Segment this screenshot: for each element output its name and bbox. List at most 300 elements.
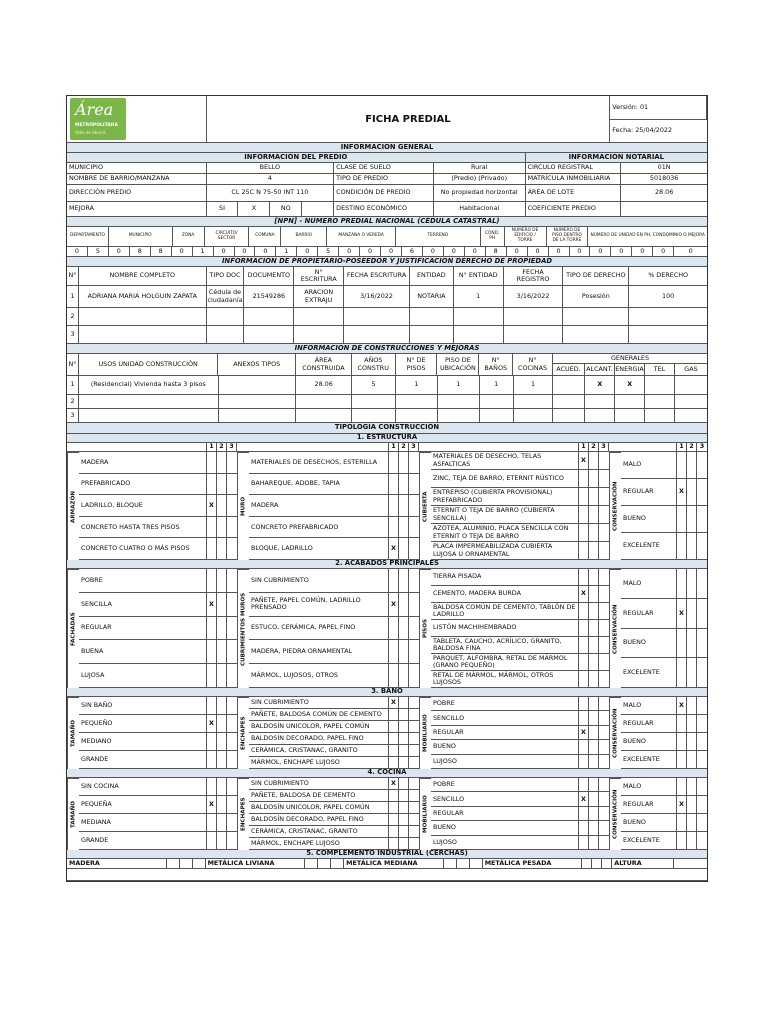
checklist-box bbox=[399, 569, 409, 593]
checklist-item: LUJOSO bbox=[431, 755, 579, 769]
checklist-row bbox=[621, 715, 707, 733]
checklist-item: LUJOSO bbox=[431, 836, 579, 850]
checklist-mark bbox=[207, 569, 217, 593]
checklist-box bbox=[599, 671, 609, 688]
propietario-cell bbox=[79, 326, 207, 344]
checklist-mark bbox=[389, 617, 399, 641]
checklist-box bbox=[227, 664, 237, 688]
checklist-box bbox=[697, 599, 707, 629]
construcciones-cell bbox=[553, 395, 585, 409]
complemento-box bbox=[193, 859, 206, 869]
checklist-item: LISTÓN MACHIHEMBRADO bbox=[431, 620, 579, 637]
ficha-predial-form bbox=[66, 95, 708, 882]
construcciones-cell bbox=[675, 376, 707, 395]
checklist-mark bbox=[207, 778, 217, 796]
checklist-box bbox=[589, 755, 599, 769]
checklist-box bbox=[697, 629, 707, 659]
propietario-cell bbox=[454, 326, 504, 344]
checklist-row bbox=[79, 495, 237, 517]
checklist-row bbox=[79, 640, 237, 664]
construcciones-row bbox=[66, 409, 708, 423]
propietario-header-cell: N° ENTIDAD bbox=[454, 267, 504, 286]
construcciones-cell bbox=[352, 409, 396, 423]
checklist-row bbox=[249, 474, 419, 496]
npn-digit: 0 bbox=[67, 247, 88, 257]
checklist-mark bbox=[579, 488, 589, 506]
matricula-value: 5018036 bbox=[621, 174, 707, 185]
checklist-mark bbox=[389, 452, 399, 474]
checklist-mark bbox=[677, 569, 687, 599]
checklist-box bbox=[687, 832, 697, 850]
checklist-box bbox=[599, 654, 609, 671]
complemento-box bbox=[180, 859, 193, 869]
checklist-item: MEDIANA bbox=[79, 814, 207, 832]
checklist-mark bbox=[207, 538, 217, 560]
construcciones-cell bbox=[514, 409, 554, 423]
destino-label: DESTINO ECONÓMICO bbox=[334, 202, 434, 217]
bano-group-items bbox=[621, 697, 707, 769]
section-predio: INFORMACIÓN DEL PREDIO bbox=[67, 153, 526, 163]
checklist-item: PAÑETE, BALDOSA DE CEMENTO bbox=[249, 790, 389, 802]
checklist-row bbox=[431, 603, 609, 620]
propietario-header-row bbox=[66, 267, 708, 286]
checklist-box bbox=[409, 617, 419, 641]
construcciones-cell bbox=[396, 395, 438, 409]
checklist-box bbox=[409, 802, 419, 814]
construcciones-cell bbox=[645, 409, 675, 423]
propietario-cell bbox=[454, 308, 504, 326]
checklist-box bbox=[227, 733, 237, 751]
checklist-mark bbox=[579, 524, 589, 542]
checklist-box bbox=[589, 506, 599, 524]
checklist-box bbox=[589, 603, 599, 620]
checklist-item: MALO bbox=[621, 697, 677, 715]
barrio-value: 4 bbox=[207, 174, 335, 185]
checklist-item: MALO bbox=[621, 569, 677, 599]
checklist-box bbox=[697, 715, 707, 733]
bano-group-items bbox=[79, 697, 237, 769]
checklist-box bbox=[399, 640, 409, 664]
npn-digit: 5 bbox=[318, 247, 339, 257]
checklist-box bbox=[599, 792, 609, 806]
checklist-box bbox=[409, 495, 419, 517]
complemento-empty bbox=[674, 859, 707, 869]
npn-digit: 0 bbox=[570, 247, 591, 257]
checklist-box bbox=[217, 697, 227, 715]
checklist-item: BUENO bbox=[621, 629, 677, 659]
checklist-box bbox=[589, 671, 599, 688]
checklist-box bbox=[399, 790, 409, 802]
checklist-box bbox=[409, 733, 419, 745]
column-number: 2 bbox=[399, 443, 409, 452]
checklist-item: BUENO bbox=[621, 506, 677, 533]
checklist-box bbox=[697, 778, 707, 796]
construcciones-cell bbox=[553, 409, 585, 423]
estructura-group-items bbox=[431, 452, 609, 560]
checklist-row bbox=[431, 654, 609, 671]
checklist-box bbox=[409, 778, 419, 790]
checklist-item: REGULAR bbox=[621, 715, 677, 733]
checklist-box bbox=[687, 778, 697, 796]
propietario-header-cell: N° bbox=[67, 267, 79, 286]
construcciones-table bbox=[66, 354, 708, 423]
checklist-box bbox=[227, 495, 237, 517]
checklist-item: CONCRETO CUATRO O MÁS PISOS bbox=[79, 538, 207, 560]
propietario-header-cell: FECHA REGISTRO bbox=[504, 267, 564, 286]
checklist-box bbox=[399, 474, 409, 496]
date-label: Fecha: 25/04/2022 bbox=[610, 120, 707, 144]
column-number: 3 bbox=[697, 443, 707, 452]
propietario-header-cell: FECHA ESCRITURA bbox=[344, 267, 410, 286]
propietario-cell: 2 bbox=[67, 308, 79, 326]
checklist-item: MALO bbox=[621, 452, 677, 479]
checklist-box bbox=[399, 697, 409, 709]
construcciones-cell bbox=[645, 395, 675, 409]
npn-header-cell: BARRIO bbox=[281, 227, 327, 247]
propietario-header-cell: N° ESCRITURA bbox=[294, 267, 344, 286]
checklist-mark bbox=[389, 757, 399, 769]
condicion-value: No propiedad horizontal bbox=[434, 185, 526, 202]
complemento-box bbox=[602, 859, 612, 869]
propietario-cell bbox=[294, 326, 344, 344]
checklist-item: MÁRMOL, LUJOSOS, OTROS bbox=[249, 664, 389, 688]
checklist-box bbox=[409, 452, 419, 474]
npn-digit: 8 bbox=[486, 247, 507, 257]
checklist-box bbox=[687, 452, 697, 479]
mejora-empty bbox=[302, 202, 334, 217]
checklist-box bbox=[217, 495, 227, 517]
checklist-row bbox=[621, 832, 707, 850]
construcciones-cell bbox=[352, 395, 396, 409]
npn-header-cell: COMUNA bbox=[249, 227, 281, 247]
checklist-item: REGULAR bbox=[431, 807, 579, 821]
checklist-item: SENCILLO bbox=[431, 711, 579, 725]
checklist-mark bbox=[677, 506, 687, 533]
checklist-mark bbox=[579, 603, 589, 620]
checklist-box bbox=[217, 751, 227, 769]
checklist-box bbox=[599, 506, 609, 524]
section-estructura: 1. ESTRUCTURA bbox=[67, 434, 707, 443]
checklist-item: POBRE bbox=[431, 697, 579, 711]
complemento-box bbox=[318, 859, 331, 869]
complemento-label: MADERA bbox=[67, 859, 167, 869]
checklist-item: TIERRA PISADA bbox=[431, 569, 579, 586]
checklist-row bbox=[431, 506, 609, 524]
npn-header-cell: NÚMERO DE EDIFICIO / TORRE bbox=[505, 227, 547, 247]
checklist-row bbox=[79, 593, 237, 617]
checklist-mark bbox=[207, 697, 217, 715]
checklist-box bbox=[227, 778, 237, 796]
checklist-mark bbox=[579, 821, 589, 835]
checklist-item: REGULAR bbox=[621, 599, 677, 629]
direccion-value: CL 25C N 75-50 INT 110 bbox=[207, 185, 335, 202]
direccion-label: DIRECCIÓN PREDIO bbox=[67, 185, 207, 202]
generales-col: ALCANT. bbox=[585, 364, 615, 376]
checklist-mark bbox=[579, 740, 589, 754]
cocina-group-items bbox=[79, 778, 237, 850]
complemento-label: METÁLICA PESADA bbox=[483, 859, 583, 869]
cocina-group-items bbox=[431, 778, 609, 850]
circulo-label: CIRCULO REGISTRAL bbox=[526, 163, 622, 174]
estructura-numbers-row bbox=[66, 443, 708, 452]
clase-value: Rural bbox=[434, 163, 526, 174]
checklist-box bbox=[599, 569, 609, 586]
checklist-row bbox=[621, 533, 707, 560]
checklist-box bbox=[589, 778, 599, 792]
propietario-cell: 3/16/2022 bbox=[504, 286, 564, 308]
checklist-item: SENCILLO bbox=[431, 792, 579, 806]
checklist-box bbox=[589, 452, 599, 470]
checklist-item: PEQUEÑO bbox=[79, 715, 207, 733]
checklist-box bbox=[687, 814, 697, 832]
checklist-item: AZOTEA, ALUMINIO, PLACA SENCILLA CON ETERNIT O TEJA DE BARRO bbox=[431, 524, 579, 542]
npn-digit: 6 bbox=[402, 247, 423, 257]
estructura-group-items bbox=[249, 452, 419, 560]
checklist-row bbox=[249, 664, 419, 688]
npn-digit: 5 bbox=[88, 247, 109, 257]
checklist-mark bbox=[389, 802, 399, 814]
checklist-row bbox=[249, 733, 419, 745]
checklist-item: LUJOSA bbox=[79, 664, 207, 688]
section-propietario: INFORMACIÓN DE PROPIETARIO-POSEEDOR Y JUSTIFICACIÓN DERECHO DE PROPIEDAD bbox=[67, 257, 707, 267]
construcciones-cell: 1 bbox=[438, 376, 480, 395]
coef-label: COEFICIENTE PREDIO bbox=[526, 202, 622, 217]
propietario-cell bbox=[410, 308, 454, 326]
checklist-mark bbox=[677, 533, 687, 560]
checklist-box bbox=[697, 479, 707, 506]
checklist-item: REGULAR bbox=[431, 726, 579, 740]
checklist-row bbox=[79, 664, 237, 688]
checklist-box bbox=[697, 832, 707, 850]
checklist-row bbox=[431, 711, 609, 725]
bano-group-items bbox=[431, 697, 609, 769]
checklist-mark bbox=[207, 832, 217, 850]
propietario-cell: 1 bbox=[67, 286, 79, 308]
generales-cols-row bbox=[553, 364, 707, 376]
checklist-box bbox=[599, 470, 609, 488]
generales-title-row bbox=[553, 354, 707, 364]
construcciones-header-cell: AÑOS CONSTRU bbox=[352, 354, 396, 376]
checklist-box bbox=[599, 836, 609, 850]
complemento-box bbox=[331, 859, 344, 869]
complemento-box bbox=[167, 859, 180, 869]
checklist-row bbox=[621, 599, 707, 629]
checklist-box bbox=[217, 664, 227, 688]
checklist-box bbox=[589, 569, 599, 586]
npn-digit: 0 bbox=[381, 247, 402, 257]
checklist-box bbox=[227, 832, 237, 850]
checklist-item: CERÁMICA, CRISTANAC, GRANITO bbox=[249, 826, 389, 838]
checklist-box bbox=[217, 617, 227, 641]
bano-group-label: TAMAÑO bbox=[67, 697, 79, 769]
checklist-box bbox=[697, 533, 707, 560]
complemento-label: METÁLICA MEDIANA bbox=[344, 859, 444, 869]
checklist-box bbox=[687, 751, 697, 769]
checklist-row bbox=[249, 745, 419, 757]
checklist-row bbox=[621, 479, 707, 506]
cocina-block bbox=[66, 778, 708, 850]
construcciones-cell bbox=[553, 376, 585, 395]
construcciones-cell bbox=[675, 409, 707, 423]
checklist-mark bbox=[677, 832, 687, 850]
checklist-box bbox=[589, 836, 599, 850]
checklist-mark bbox=[579, 697, 589, 711]
acabados-group-items bbox=[431, 569, 609, 688]
checklist-box bbox=[227, 697, 237, 715]
mejora-mark: X bbox=[238, 202, 270, 217]
checklist-row bbox=[79, 814, 237, 832]
construcciones-cell bbox=[219, 395, 297, 409]
checklist-box bbox=[697, 814, 707, 832]
checklist-box bbox=[227, 474, 237, 496]
checklist-box bbox=[599, 542, 609, 560]
checklist-item: REGULAR bbox=[621, 479, 677, 506]
checklist-box bbox=[697, 796, 707, 814]
construcciones-cell: 1 bbox=[480, 376, 514, 395]
checklist-box bbox=[599, 778, 609, 792]
checklist-mark bbox=[677, 629, 687, 659]
checklist-mark: X bbox=[579, 452, 589, 470]
npn-header-cell: CIRCUITO/ SECTOR bbox=[205, 227, 250, 247]
propietario-header-cell: TIPO DE DERECHO bbox=[563, 267, 629, 286]
checklist-item: ENTREPISO (CUBIERTA PROVISIONAL) PREFABRICADO bbox=[431, 488, 579, 506]
construcciones-cell bbox=[675, 395, 707, 409]
checklist-box bbox=[599, 740, 609, 754]
checklist-box bbox=[399, 452, 409, 474]
checklist-mark: X bbox=[677, 796, 687, 814]
construcciones-cell: X bbox=[615, 376, 645, 395]
acabados-group-label: CONSERVACIÓN bbox=[609, 569, 621, 688]
section-complemento: 5. COMPLEMENTO INDUSTRIAL (CERCHAS) bbox=[67, 850, 707, 859]
checklist-item: PARQUET, ALFOMBRA, RETAL DE MÁRMOL (GRANO PEQUEÑO) bbox=[431, 654, 579, 671]
checklist-box bbox=[599, 488, 609, 506]
generales-col: GAS bbox=[675, 364, 707, 376]
checklist-row bbox=[79, 796, 237, 814]
checklist-row bbox=[431, 569, 609, 586]
checklist-box bbox=[589, 711, 599, 725]
npn-digit: 0 bbox=[590, 247, 611, 257]
checklist-row bbox=[431, 821, 609, 835]
checklist-box bbox=[217, 796, 227, 814]
checklist-box bbox=[227, 715, 237, 733]
complemento-label: METÁLICA LIVIANA bbox=[206, 859, 306, 869]
construcciones-header-cell: ANEXOS TIPOS bbox=[218, 354, 296, 376]
checklist-row bbox=[249, 617, 419, 641]
propietario-cell bbox=[79, 308, 207, 326]
checklist-item: EXCELENTE bbox=[621, 533, 677, 560]
complemento-label: ALTURA bbox=[612, 859, 674, 869]
section-cocina: 4. COCINA bbox=[67, 769, 707, 778]
checklist-item: BLOQUE, LADRILLO bbox=[249, 538, 389, 560]
checklist-box bbox=[599, 524, 609, 542]
propietario-cell bbox=[244, 308, 294, 326]
checklist-mark bbox=[207, 640, 217, 664]
npn-digit: 0 bbox=[632, 247, 653, 257]
estructura-group-items bbox=[79, 452, 237, 560]
checklist-box bbox=[687, 658, 697, 688]
checklist-item: CONCRETO HASTA TRES PISOS bbox=[79, 517, 207, 539]
propietario-cell bbox=[344, 326, 410, 344]
npn-digit: 0 bbox=[674, 247, 707, 257]
checklist-box bbox=[217, 715, 227, 733]
checklist-box bbox=[409, 697, 419, 709]
checklist-item: MÁRMOL, ENCHAPE LUJOSO bbox=[249, 757, 389, 769]
area-metropolitana-logo: Área METROPOLITANA Valle de Aburrá bbox=[70, 98, 126, 140]
construcciones-cell bbox=[79, 409, 219, 423]
checklist-mark bbox=[579, 755, 589, 769]
construcciones-cell bbox=[615, 409, 645, 423]
acabados-body bbox=[66, 569, 708, 688]
complemento-box bbox=[305, 859, 318, 869]
checklist-row bbox=[431, 488, 609, 506]
npn-digit: 0 bbox=[423, 247, 444, 257]
checklist-row bbox=[621, 778, 707, 796]
clase-label: CLASE DE SUELO bbox=[334, 163, 434, 174]
checklist-mark: X bbox=[677, 479, 687, 506]
construcciones-cell: X bbox=[585, 376, 615, 395]
propietario-header-cell: TIPO DOC bbox=[207, 267, 245, 286]
propietario-cell: ARACION EXTRAJU bbox=[294, 286, 344, 308]
checklist-box bbox=[697, 751, 707, 769]
checklist-row bbox=[621, 629, 707, 659]
checklist-mark bbox=[677, 814, 687, 832]
column-number: 1 bbox=[207, 443, 217, 452]
npn-header-cell: MUNICIPIO bbox=[109, 227, 173, 247]
construcciones-cell: 1 bbox=[514, 376, 554, 395]
checklist-item: SIN COCINA bbox=[79, 778, 207, 796]
checklist-mark bbox=[389, 838, 399, 850]
npn-header-cell: TERRENO bbox=[396, 227, 481, 247]
propietario-cell bbox=[410, 326, 454, 344]
barrio-label: NOMBRE DE BARRIO/MANZANA bbox=[67, 174, 207, 185]
checklist-box bbox=[217, 832, 227, 850]
checklist-row bbox=[249, 697, 419, 709]
construcciones-header-row bbox=[66, 354, 708, 376]
checklist-item: SIN CUBRIMIENTO bbox=[249, 778, 389, 790]
checklist-box bbox=[217, 778, 227, 796]
checklist-box bbox=[589, 620, 599, 637]
propietario-row bbox=[66, 308, 708, 326]
checklist-row bbox=[431, 778, 609, 792]
checklist-box bbox=[409, 569, 419, 593]
checklist-mark bbox=[207, 517, 217, 539]
checklist-box bbox=[227, 617, 237, 641]
acabados-group-items bbox=[79, 569, 237, 688]
checklist-box bbox=[697, 569, 707, 599]
checklist-item: PEQUEÑA bbox=[79, 796, 207, 814]
bano-group-items bbox=[249, 697, 419, 769]
column-number: 2 bbox=[589, 443, 599, 452]
area-value: 28.06 bbox=[621, 185, 707, 202]
checklist-mark: X bbox=[207, 796, 217, 814]
checklist-row bbox=[79, 617, 237, 641]
checklist-box bbox=[399, 814, 409, 826]
checklist-row bbox=[249, 814, 419, 826]
propietario-cell bbox=[207, 326, 245, 344]
checklist-mark bbox=[207, 452, 217, 474]
checklist-item: BALDOSÍN DECORADO, PAPEL FINO bbox=[249, 733, 389, 745]
destino-value: Habitacional bbox=[434, 202, 526, 217]
bano-group-label: ENCHAPES bbox=[237, 697, 249, 769]
construcciones-cell: 1 bbox=[396, 376, 438, 395]
checklist-mark bbox=[677, 452, 687, 479]
checklist-mark bbox=[389, 569, 399, 593]
checklist-item: MÁRMOL, ENCHAPE LUJOSO bbox=[249, 838, 389, 850]
checklist-row bbox=[431, 637, 609, 654]
checklist-box bbox=[399, 778, 409, 790]
checklist-row bbox=[79, 569, 237, 593]
checklist-row bbox=[431, 792, 609, 806]
